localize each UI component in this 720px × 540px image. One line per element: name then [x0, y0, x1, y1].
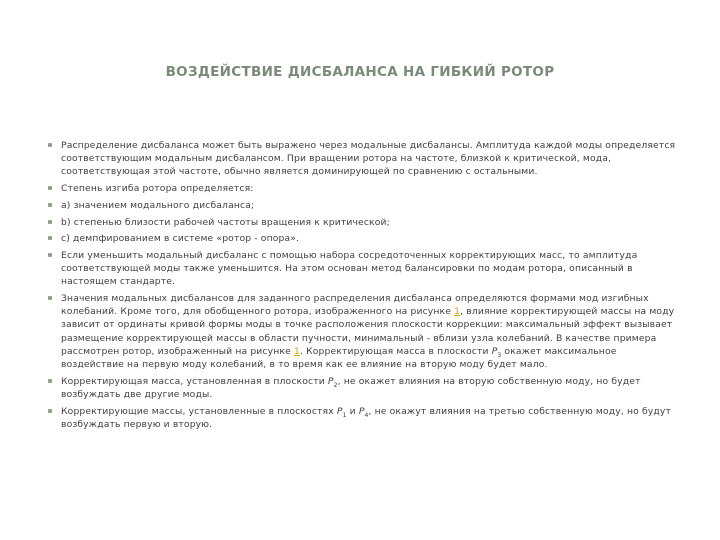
- list-item: [48, 292, 682, 371]
- bullet-icon: [48, 220, 52, 224]
- bullet-text: Степень изгиба ротора определяется:: [61, 183, 254, 195]
- figure-link[interactable]: 1: [454, 306, 461, 318]
- plane-variable: P: [358, 405, 365, 417]
- bullet-list: [48, 139, 682, 435]
- list-item: [48, 375, 682, 401]
- bullet-icon: [48, 253, 52, 257]
- bullet-text: [61, 293, 674, 370]
- bullet-text: [61, 376, 641, 400]
- text-segment: Корректирующие массы, установленные в плоскостях: [61, 405, 337, 417]
- bullet-text: Распределение дисбаланса может быть выражено через модальные дисбалансы. Амплитуда каждой моды определяется соответствующим модальным дисбалансом. При вращении ротора на частоте, близкой к критической, мода, соответствующая этой частоте, обычно является доминирующей по сравнению с остальными.: [61, 140, 676, 178]
- plane-subscript: 4: [364, 411, 369, 419]
- bullet-text: a) значением модального дисбаланса;: [61, 199, 255, 211]
- bullet-text: c) демпфированием в системе «ротор - опора».: [61, 233, 300, 245]
- plane-variable: P: [327, 375, 334, 387]
- text-segment: , не окажут влияния на третью собственную моду, но будут возбуждать первую и вторую.: [61, 405, 672, 430]
- text-segment: окажет максимальное воздействие на первую моду колебаний, в то время как ее влияние на вторую моду будет мало.: [61, 345, 617, 371]
- plane-subscript: 3: [497, 351, 502, 359]
- list-item: [48, 199, 682, 212]
- bullet-icon: [48, 186, 52, 190]
- list-item: [48, 405, 682, 431]
- bullet-icon: [48, 203, 52, 207]
- text-segment: и: [346, 405, 359, 417]
- list-item: [48, 182, 682, 195]
- text-segment: Корректирующая масса, установленная в плоскости: [61, 375, 328, 387]
- bullet-text: Если уменьшить модальный дисбаланс с помощью набора сосредоточенных корректирующих масс, то амплитуда соответствующей моды также уменьшится. На этом основан метод балансировки по модам ротора, описанный в настоящем стандарте.: [61, 249, 638, 288]
- slide-title: ВОЗДЕЙСТВИЕ ДИСБАЛАНСА НА ГИБКИЙ РОТОР: [165, 64, 555, 80]
- text-segment: . Корректирующая масса в плоскости: [299, 345, 492, 357]
- figure-link[interactable]: 1: [293, 345, 300, 357]
- bullet-icon: [48, 236, 52, 240]
- list-item: [48, 232, 682, 245]
- bullet-icon: [48, 409, 52, 413]
- text-segment: Значения модальных дисбалансов для заданного распределения дисбаланса определяются формами мод изгибных колебаний. Кроме того, для обобщенного ротора, изображенного на рисунке: [61, 293, 649, 318]
- text-segment: , влияние корректирующей массы на моду зависит от ординаты кривой формы моды в точке расположения плоскости коррекции: максимальный эффект вызывает размещение корректирующей массы в области пучности, минимальный - вблизи узла колебаний. В качестве примера рассмотрен ротор, изображенный на рисунке: [61, 306, 675, 357]
- plane-subscript: 2: [333, 381, 338, 389]
- plane-subscript: 1: [342, 411, 347, 419]
- list-item: [48, 249, 682, 289]
- bullet-text: b) степенью близости рабочей частоты вращения к критической;: [61, 216, 390, 228]
- list-item: [48, 216, 682, 229]
- bullet-icon: [48, 379, 52, 383]
- text-segment: , не окажет влияния на вторую собственную моду, но будет возбуждать две другие моды.: [61, 375, 641, 400]
- plane-variable: P: [491, 345, 498, 357]
- plane-variable: P: [336, 405, 343, 417]
- bullet-icon: [48, 296, 52, 300]
- bullet-text: [61, 406, 671, 430]
- list-item: [48, 139, 682, 179]
- bullet-icon: [48, 143, 52, 147]
